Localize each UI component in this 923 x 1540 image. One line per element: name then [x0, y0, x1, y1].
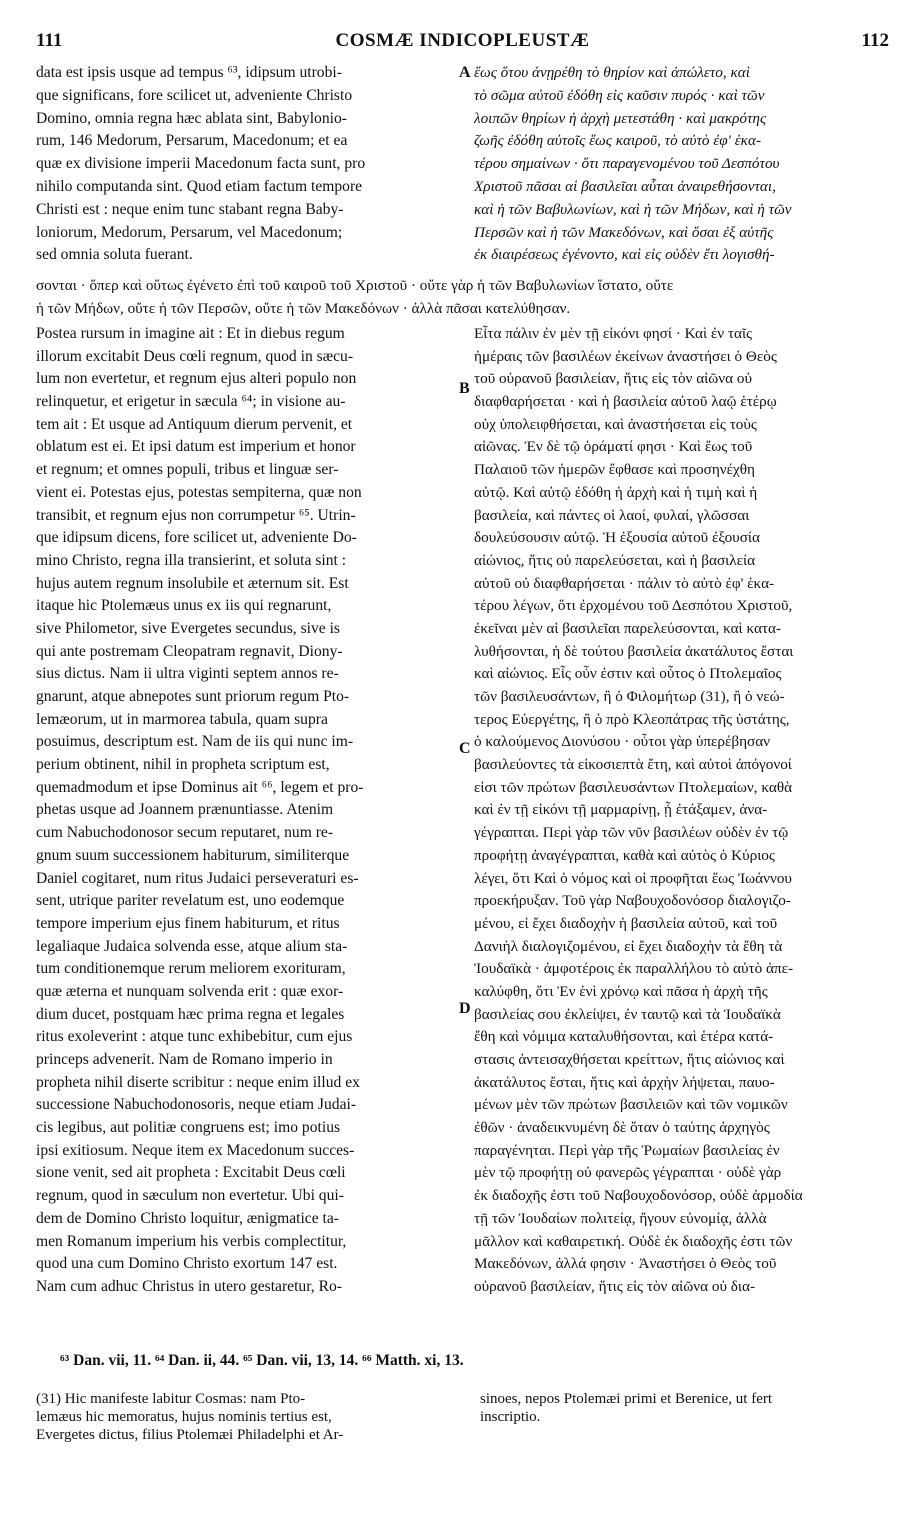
greek-text-line: δουλεύσουσιν αὐτῷ. Ἡ ἐξουσία αὐτοῦ ἐξουσία: [474, 529, 760, 547]
latin-text-line: lemæorum, ut in marmorea tabula, quam supra: [36, 710, 328, 728]
page-number-right: 112: [861, 30, 889, 51]
latin-text-line: tem ait : Et usque ad Antiquum dierum pervenit, et: [36, 415, 353, 433]
greek-text-line: λέγει, ὅτι Καὶ ὁ νόμος καὶ οἱ προφῆται ἕως Ἰωάννου: [474, 869, 792, 887]
greek-column-main: [474, 323, 892, 1299]
latin-text-line: men Romanum imperium his verbis complectitur,: [36, 1232, 347, 1250]
greek-text-line: καὶ ἐν τῇ εἰκόνι τῇ μαρμαρίνῃ, ᾗ ἐτάξαμεν, ἀνα-: [474, 801, 768, 819]
latin-text-line: sius dictus. Nam ii ultra viginti septem annos re-: [36, 665, 339, 683]
latin-text-line: quod una cum Domino Christo exortum 147 est.: [36, 1255, 338, 1273]
note-text-line: (31) Hic manifeste labitur Cosmas: nam Pto-: [36, 1391, 306, 1407]
greek-text-line: αὐτοῦ οὐ διαφθαρήσεται · πάλιν τὸ αὐτὸ ἐφ' ἑκα-: [474, 574, 775, 592]
greek-text-line: Μακεδόνων, ἀλλά φησιν · Ἀναστήσει ὁ Θεὸς τοῦ: [474, 1255, 777, 1273]
latin-text-line: quæ æterna et nunquam solvenda erit : quæ exor-: [36, 982, 344, 1000]
latin-text-line: oblatum est ei. Et ipsi datum est imperium et honor: [36, 438, 356, 456]
latin-text-line: cis legibus, aut politiæ congruens est; imo potius: [36, 1119, 341, 1137]
greek-text-line: τῇ τῶν Ἰουδαίων πολιτείᾳ, ἤγουν εὐνομίᾳ, ἀλλὰ: [474, 1209, 767, 1227]
greek-text-line: παραγένηται. Περὶ γὰρ τῆς Ῥωμαίων βασιλείας ἐν: [474, 1141, 780, 1159]
latin-text-line: relinquetur, et erigetur in sæcula ⁶⁴; in visione au-: [36, 393, 346, 411]
greek-text-line: οὐχ ὑπολειφθήσεται, καὶ ἀναστήσεται εἰς τοὺς: [474, 415, 757, 433]
latin-text-line: sed omnia soluta fuerant.: [36, 246, 193, 264]
latin-text-line: gnarunt, atque abnepotes sunt priorum regum Pto-: [36, 688, 350, 705]
note-text-line: inscriptio.: [480, 1409, 541, 1425]
note-text-line: Evergetes dictus, filius Ptolemæi Philadelphi et Ar-: [36, 1427, 344, 1443]
latin-text-line: sent, utrique pariter revelatum est, uno eodemque: [36, 892, 345, 910]
latin-text-line: loniorum, Medorum, Persarum, vel Macedonum;: [36, 223, 343, 241]
greek-text-line: βασιλείας σου ἐκλείψει, ἐν ταυτῷ καὶ τὰ Ἰουδαϊκὰ: [474, 1005, 781, 1023]
latin-text-line: que idipsum dicens, fore scilicet ut, adveniente Do-: [36, 529, 357, 547]
greek-text-line: εἰσι τῶν πρώτων βασιλευσάντων Πτολεμαίων, καθὰ: [474, 778, 793, 796]
latin-text-line: gnum suum successionem habiturum, similiterque: [36, 846, 350, 864]
greek-text-line: οὐρανοῦ βασιλείαν, ἥτις εἰς τὸν αἰῶνα οὐ δια-: [474, 1277, 756, 1295]
greek-text-line: καὶ ἡ τῶν Βαβυλωνίων, καὶ ἡ τῶν Μήδων, καὶ ἡ τῶν: [474, 200, 792, 218]
latin-text-line: tum conditionemque rerum meliorem exorituram,: [36, 960, 346, 978]
greek-text-line: ὁ καλούμενος Διονύσου · οὗτοι γὰρ ὑπερέβησαν: [474, 733, 771, 751]
latin-text-line: sione venit, sed ait propheta : Excitabit Deus cœli: [36, 1164, 346, 1182]
latin-text-line: posuimus, descriptum est. Nam de iis qui nunc im-: [36, 733, 354, 751]
greek-text-line: ἐκ διαιρέσεως ἐγένοντο, καὶ εἰς οὐδὲν ἔτι λογισθή-: [474, 246, 775, 264]
latin-text-line: transibit, et regnum ejus non corrumpetur ⁶⁵. Utrin-: [36, 506, 356, 524]
greek-text-line: διαφθαρήσεται · καὶ ἡ βασιλεία αὐτοῦ λαῷ ἑτέρῳ: [474, 393, 777, 411]
latin-text-line: regnum, quod in sæculum non evertetur. Ubi qui-: [36, 1187, 344, 1205]
greek-text-line: Δανιὴλ διαλογιζομένου, εἰ ἔχει διαδοχὴν τὰ ἔθη τὰ: [474, 937, 783, 955]
latin-text-line: ipsi exitiosum. Neque item ex Macedonum succes-: [36, 1141, 355, 1159]
greek-text-line: λοιπῶν θηρίων ἡ ἀρχὴ μετεστάθη · καὶ μακρότης: [474, 109, 767, 127]
latin-text-line: et regnum; et omnes populi, tribus et linguæ ser-: [36, 461, 339, 479]
latin-text-line: Nam cum adhuc Christus in utero gestaretur, Ro-: [36, 1277, 342, 1295]
latin-text-line: ritus exoleverint : atque tunc exhibebitur, cum ejus: [36, 1028, 353, 1046]
latin-text-line: itaque hic Ptolemæus unus ex iis qui regnarunt,: [36, 597, 332, 615]
greek-text-line: βασιλεύοντες τὰ εἰκοσιεπτὰ ἔτη, καὶ αὐτοὶ ἀπόγονοί: [474, 756, 792, 774]
latin-text-line: princeps advenerit. Nam de Romano imperio in: [36, 1051, 333, 1068]
latin-text-line: Christi est : neque enim tunc stabant regna Baby-: [36, 200, 344, 218]
latin-text-line: phetas usque ad Joannem prænuntiasse. Atenim: [36, 801, 334, 819]
latin-text-line: dium ducet, postquam hæc prima regna et legales: [36, 1005, 345, 1023]
greek-text-line: Χριστοῦ πᾶσαι αἱ βασιλεῖαι αὗται ἀναιρεθήσονται,: [474, 177, 776, 195]
latin-text-line: cum Nabuchodonosor secum reputaret, num re-: [36, 824, 334, 842]
note-31-right: [480, 1390, 890, 1426]
greek-text-line: Εἶτα πάλιν ἐν μὲν τῇ εἰκόνι φησί · Καὶ ἐν ταῖς: [474, 325, 753, 342]
greek-spanning-lines: [36, 275, 894, 321]
greek-text-line: Παλαιοῦ τῶν ἡμερῶν ἔφθασε καὶ προσηνέχθη: [474, 461, 755, 479]
latin-text-line: hujus autem regnum insolubile et æternum sit. Est: [36, 574, 349, 592]
running-title: COSMÆ INDICOPLEUSTÆ: [335, 30, 590, 51]
greek-text-line: λυθήσονται, ἡ δὲ τούτου βασιλεία ἀκατάλυτος ἔσται: [474, 642, 794, 660]
greek-text-line: Ἰουδαϊκὰ · ἀμφοτέροις ἐκ παραλλήλου τὸ αὐτὸ ἀπε-: [474, 960, 794, 978]
latin-text-line: quæ ex divisione imperii Macedonum facta sunt, pro: [36, 155, 366, 173]
latin-text-line: Postea rursum in imagine ait : Et in diebus regum: [36, 325, 345, 342]
greek-text-line: τερος Εὐεργέτης, ἢ ὁ πρὸ Κλεοπάτρας τῆς ὑστάτης,: [474, 710, 790, 728]
latin-text-line: Daniel cogitaret, num ritus Judaici perseveraturi es-: [36, 869, 359, 887]
note-text-line: lemæus hic memoratus, hujus nominis tertius est,: [36, 1409, 332, 1425]
greek-text-line: ζωῆς ἐδόθη αὐτοῖς ἕως καιροῦ, τὸ αὐτὸ ἐφ' ἑκα-: [474, 132, 762, 150]
latin-text-line: illorum excitabit Deus cœli regnum, quod in sæcu-: [36, 347, 354, 365]
greek-text-line: μᾶλλον καὶ καθαιρετική. Οὐδὲ ἐκ διαδοχῆς ἐστι τῶν: [474, 1232, 793, 1250]
greek-text-line: προφήτῃ ἀναγέγραπται, καθὰ καὶ αὐτὸς ὁ Κύριος: [474, 846, 775, 864]
latin-text-line: sive Philometor, sive Evergetes secundus, sive is: [36, 619, 340, 637]
margin-marker-b: B: [459, 380, 470, 397]
note-text-line: sinoes, nepos Ptolemæi primi et Berenice, ut fert: [480, 1391, 773, 1407]
footnote-references: ⁶³ Dan. vii, 11. ⁶⁴ Dan. ii, 44. ⁶⁵ Dan. vii, 13, 14. ⁶⁶ Matth. xi, 13.: [60, 1352, 464, 1369]
latin-text-line: rum, 146 Medorum, Persarum, Macedonum; et ea: [36, 132, 348, 150]
latin-text-line: dem de Domino Christo loquitur, ænigmatice ta-: [36, 1209, 339, 1227]
latin-text-line: propheta nihil diserte scribitur : neque enim illud ex: [36, 1073, 360, 1091]
greek-text-line: τοῦ οὐρανοῦ βασιλείαν, ἥτις εἰς τὸν αἰῶνα οὐ: [474, 370, 752, 388]
latin-column-main: [36, 323, 456, 1299]
latin-text-line: successione Nabuchodonosoris, neque etiam Judai-: [36, 1096, 357, 1114]
margin-marker-d: D: [459, 1000, 471, 1017]
greek-text-line: τέρου σημαίνων · ὅτι παραγενομένου τοῦ Δεσπότου: [474, 155, 780, 173]
greek-text-line: βασιλεία, καὶ πάντες οἱ λαοί, φυλαί, γλῶσσαι: [474, 506, 750, 524]
greek-text-line: Περσῶν καὶ ἡ τῶν Μακεδόνων, καὶ ὅσαι ἐξ αὐτῆς: [474, 223, 774, 241]
greek-text-line: καὶ αἰώνιος. Εἷς οὖν ἐστιν καὶ οὗτος ὁ Πτολεμαῖος: [474, 665, 782, 683]
greek-text-line: στασις ἀντεισαχθήσεται κρείττων, ἥτις αἰώνιος καὶ: [474, 1051, 785, 1068]
margin-marker-a: A: [459, 64, 471, 81]
greek-text-line: τὸ σῶμα αὐτοῦ ἐδόθη εἰς καῦσιν πυρός · καὶ τῶν: [474, 86, 765, 104]
greek-text-line: αἰώνιος, ἥτις οὐ παρελεύσεται, καὶ ἡ βασιλεία: [474, 551, 756, 569]
latin-text-line: que significans, fore scilicet ut, adveniente Christo: [36, 86, 353, 104]
latin-text-line: nihilo computanda sint. Quod etiam factum tempore: [36, 177, 363, 195]
note-31-left: [36, 1390, 456, 1444]
latin-text-line: qui ante postremam Cleopatram regnavit, Diony-: [36, 642, 343, 660]
greek-text-line: ἐκεῖναι μὲν αἱ βασιλεῖαι παρελεύσονται, καὶ κατα-: [474, 619, 782, 637]
latin-text-line: tempore imperium ejus finem habiturum, et ritus: [36, 914, 340, 932]
greek-text-line: τῶν βασιλευσάντων, ἢ ὁ Φιλομήτωρ (31), ἢ ὁ νεώ-: [474, 688, 785, 705]
greek-text-line: αἰῶνας. Ἐν δὲ τῷ ὁράματί φησι · Καὶ ἕως τοῦ: [474, 438, 753, 456]
latin-text-line: lum non evertetur, et regnum ejus alteri populo non: [36, 370, 357, 388]
greek-text-line: τέρου λέγων, ὅτι ἐρχομένου τοῦ Δεσπότου Χριστοῦ,: [474, 597, 793, 615]
greek-text-line: ἐκ διαδοχῆς ἐστι τοῦ Ναβουχοδονόσορ, οὐδὲ ἁρμοδία: [474, 1187, 803, 1205]
latin-text-line: mino Christo, regna illa transierint, et soluta sint :: [36, 551, 347, 569]
margin-marker-c: C: [459, 740, 471, 757]
latin-text-line: legaliaque Judaica solvenda esse, atque alium sta-: [36, 937, 348, 955]
greek-text-line: γέγραπται. Περὶ γὰρ τῶν νῦν βασιλέων οὐδὲν ἐν τῷ: [474, 824, 789, 842]
greek-text-line: προεκήρυξαν. Τοῦ γὰρ Ναβουχοδονόσορ διαλογιζο-: [474, 892, 791, 910]
running-header: [36, 30, 889, 58]
greek-text-line: σονται · ὅπερ καὶ οὕτως ἐγένετο ἐπὶ τοῦ καιροῦ τοῦ Χριστοῦ · οὔτε γὰρ ἡ τῶν Βαβυλωνίων ἵστατο, οὔτε: [36, 277, 674, 294]
latin-text-line: perium obtinent, nihil in propheta scriptum est,: [36, 756, 330, 774]
greek-text-line: ἡ τῶν Μήδων, οὔτε ἡ τῶν Περσῶν, οὔτε ἡ τῶν Μακεδόνων · ἀλλὰ πᾶσαι κατελύθησαν.: [36, 299, 571, 317]
greek-column-top: [474, 62, 892, 267]
greek-text-line: ἀκατάλυτος ἔσται, ἥτις καὶ ἀρχὴν λήψεται, παυο-: [474, 1073, 775, 1091]
greek-text-line: ἐθῶν · ἀναδεικνυμένη δὲ ὅταν ὁ ταύτης ἀρχηγὸς: [474, 1119, 770, 1137]
latin-text-line: vient ei. Potestas ejus, potestas sempiterna, quæ non: [36, 483, 362, 501]
greek-text-line: μένων μὲν τῶν πρώτων βασιλειῶν καὶ τῶν νομικῶν: [474, 1096, 788, 1114]
latin-column-top: [36, 62, 456, 267]
greek-text-line: καλύφθη, ὅτι Ἐν ἑνὶ χρόνῳ καὶ πᾶσα ἡ ἀρχὴ τῆς: [474, 982, 768, 1000]
page-number-left: 111: [36, 30, 63, 51]
greek-text-line: μὲν τῷ προφήτῃ οὐ φανερῶς γέγραπται · οὐδὲ γὰρ: [474, 1164, 782, 1182]
greek-text-line: ἔθη καὶ νόμιμα καταλυθήσονται, καὶ ἑτέρα κατά-: [474, 1028, 774, 1046]
latin-text-line: quemadmodum et ipse Dominus ait ⁶⁶, legem et pro-: [36, 778, 364, 796]
greek-text-line: ἡμέραις τῶν βασιλέων ἐκείνων ἀναστήσει ὁ Θεὸς: [474, 347, 777, 365]
greek-text-line: μένου, εἰ ἔχει διαδοχὴν ἡ βασιλεία αὐτοῦ, καὶ τοῦ: [474, 914, 778, 932]
latin-text-line: data est ipsis usque ad tempus ⁶³, idipsum utrobi-: [36, 64, 342, 81]
greek-text-line: αὐτῷ. Καὶ αὐτῷ ἐδόθη ἡ ἀρχὴ καὶ ἡ τιμὴ καὶ ἡ: [474, 483, 758, 501]
latin-text-line: Domino, omnia regna hæc ablata sint, Babylonio-: [36, 109, 347, 127]
greek-text-line: ἕως ὅτου ἀνῃρέθη τὸ θηρίον καὶ ἀπώλετο, καὶ: [474, 64, 750, 81]
